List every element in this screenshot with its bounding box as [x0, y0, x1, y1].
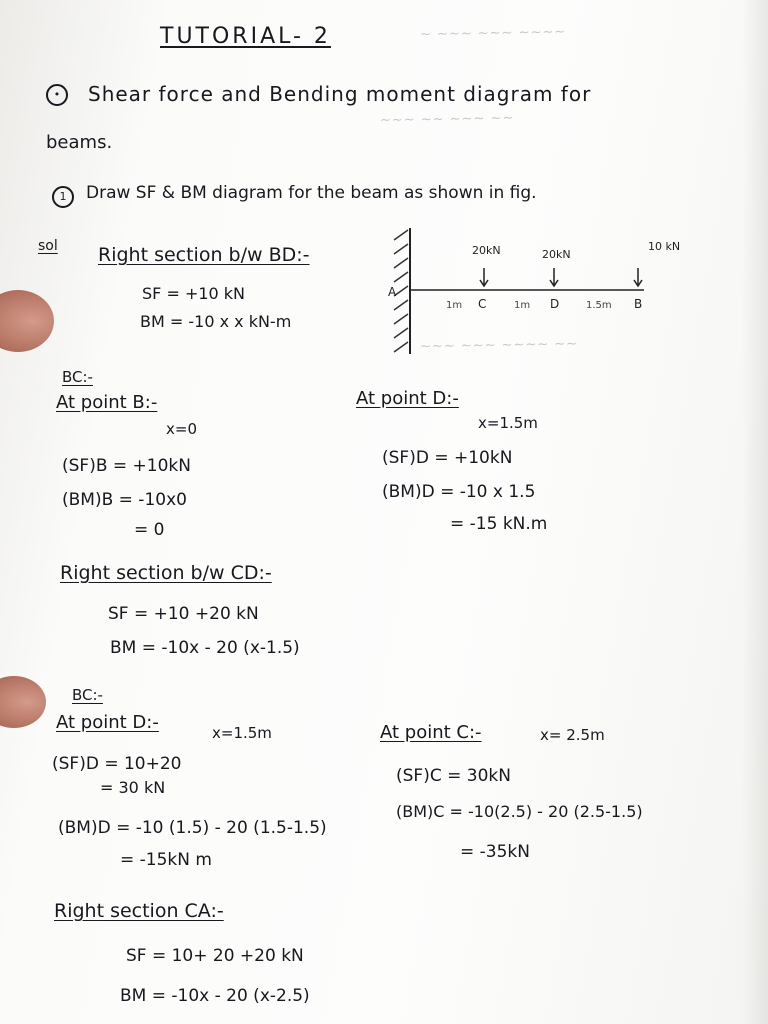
- bm-at-d-result: = -15 kN.m: [450, 514, 548, 534]
- bm-bd: BM = -10 x x kN-m: [140, 312, 292, 331]
- bleed-through-text: ~~~ ~~ ~~~ ~~: [379, 110, 515, 129]
- bleed-through-text: ~ ~~~ ~~~ ~~~~: [419, 24, 567, 43]
- bleed-through-text: ~~~ ~~~ ~~~~ ~~: [419, 336, 579, 355]
- heading-at-point-d-2: At point D:-: [56, 712, 159, 733]
- question-text: Draw SF & BM diagram for the beam as shown in fig.: [86, 183, 537, 203]
- intro-line-1: Shear force and Bending moment diagram for: [88, 82, 592, 106]
- bm-ca: BM = -10x - 20 (x-2.5): [120, 986, 310, 1006]
- solution-label: sol: [38, 238, 58, 254]
- span-label: 1m: [446, 300, 463, 311]
- bc-label-2: BC:-: [72, 686, 103, 704]
- x-at-c: x= 2.5m: [540, 726, 605, 744]
- bm-at-b: (BM)B = -10x0: [62, 490, 187, 510]
- sf-at-b: (SF)B = +10kN: [62, 456, 191, 476]
- intro-line-2: beams.: [46, 132, 113, 153]
- point-label: B: [634, 297, 643, 311]
- sf-bd: SF = +10 kN: [142, 284, 246, 303]
- bm-cd: BM = -10x - 20 (x-1.5): [110, 638, 300, 658]
- sf-ca: SF = 10+ 20 +20 kN: [126, 946, 304, 966]
- bm-at-c-result: = -35kN: [460, 842, 530, 862]
- bullet-marker: •: [46, 84, 68, 106]
- span-label: 1m: [514, 300, 531, 311]
- sf-at-d-2: (SF)D = 10+20: [52, 754, 182, 774]
- page-edge-shadow: [742, 0, 768, 1024]
- x-at-d-2: x=1.5m: [212, 724, 272, 742]
- sf-at-d-2-result: = 30 kN: [100, 778, 166, 797]
- heading-at-point-d: At point D:-: [356, 388, 459, 409]
- sf-cd: SF = +10 +20 kN: [108, 604, 259, 624]
- sf-at-d: (SF)D = +10kN: [382, 448, 513, 468]
- sf-at-c: (SF)C = 30kN: [396, 766, 511, 786]
- point-label: D: [550, 297, 560, 311]
- bm-at-d: (BM)D = -10 x 1.5: [382, 482, 536, 502]
- point-label: C: [478, 297, 487, 311]
- load-label: 20kN: [542, 248, 571, 261]
- bm-at-b-result: = 0: [134, 520, 165, 540]
- heading-at-point-c: At point C:-: [380, 722, 482, 743]
- heading-right-section-cd: Right section b/w CD:-: [60, 562, 272, 584]
- heading-right-section-ca: Right section CA:-: [54, 900, 224, 922]
- bc-label-1: BC:-: [62, 368, 93, 386]
- x-at-b: x=0: [166, 420, 197, 438]
- load-label: 20kN: [472, 244, 501, 257]
- question-number: 1: [52, 186, 74, 208]
- heading-at-point-b: At point B:-: [56, 392, 158, 413]
- point-label: A: [388, 285, 397, 299]
- x-at-d: x=1.5m: [478, 414, 538, 432]
- bm-at-d-2: (BM)D = -10 (1.5) - 20 (1.5-1.5): [58, 818, 327, 838]
- span-label: 1.5m: [586, 300, 612, 311]
- heading-right-section-bd: Right section b/w BD:-: [98, 244, 310, 266]
- load-label: 10 kN: [648, 240, 681, 253]
- bm-at-c: (BM)C = -10(2.5) - 20 (2.5-1.5): [396, 802, 643, 821]
- bm-at-d-2-result: = -15kN m: [120, 850, 212, 870]
- cantilever-beam-diagram: [386, 228, 726, 358]
- page-title: TUTORIAL- 2: [160, 24, 331, 49]
